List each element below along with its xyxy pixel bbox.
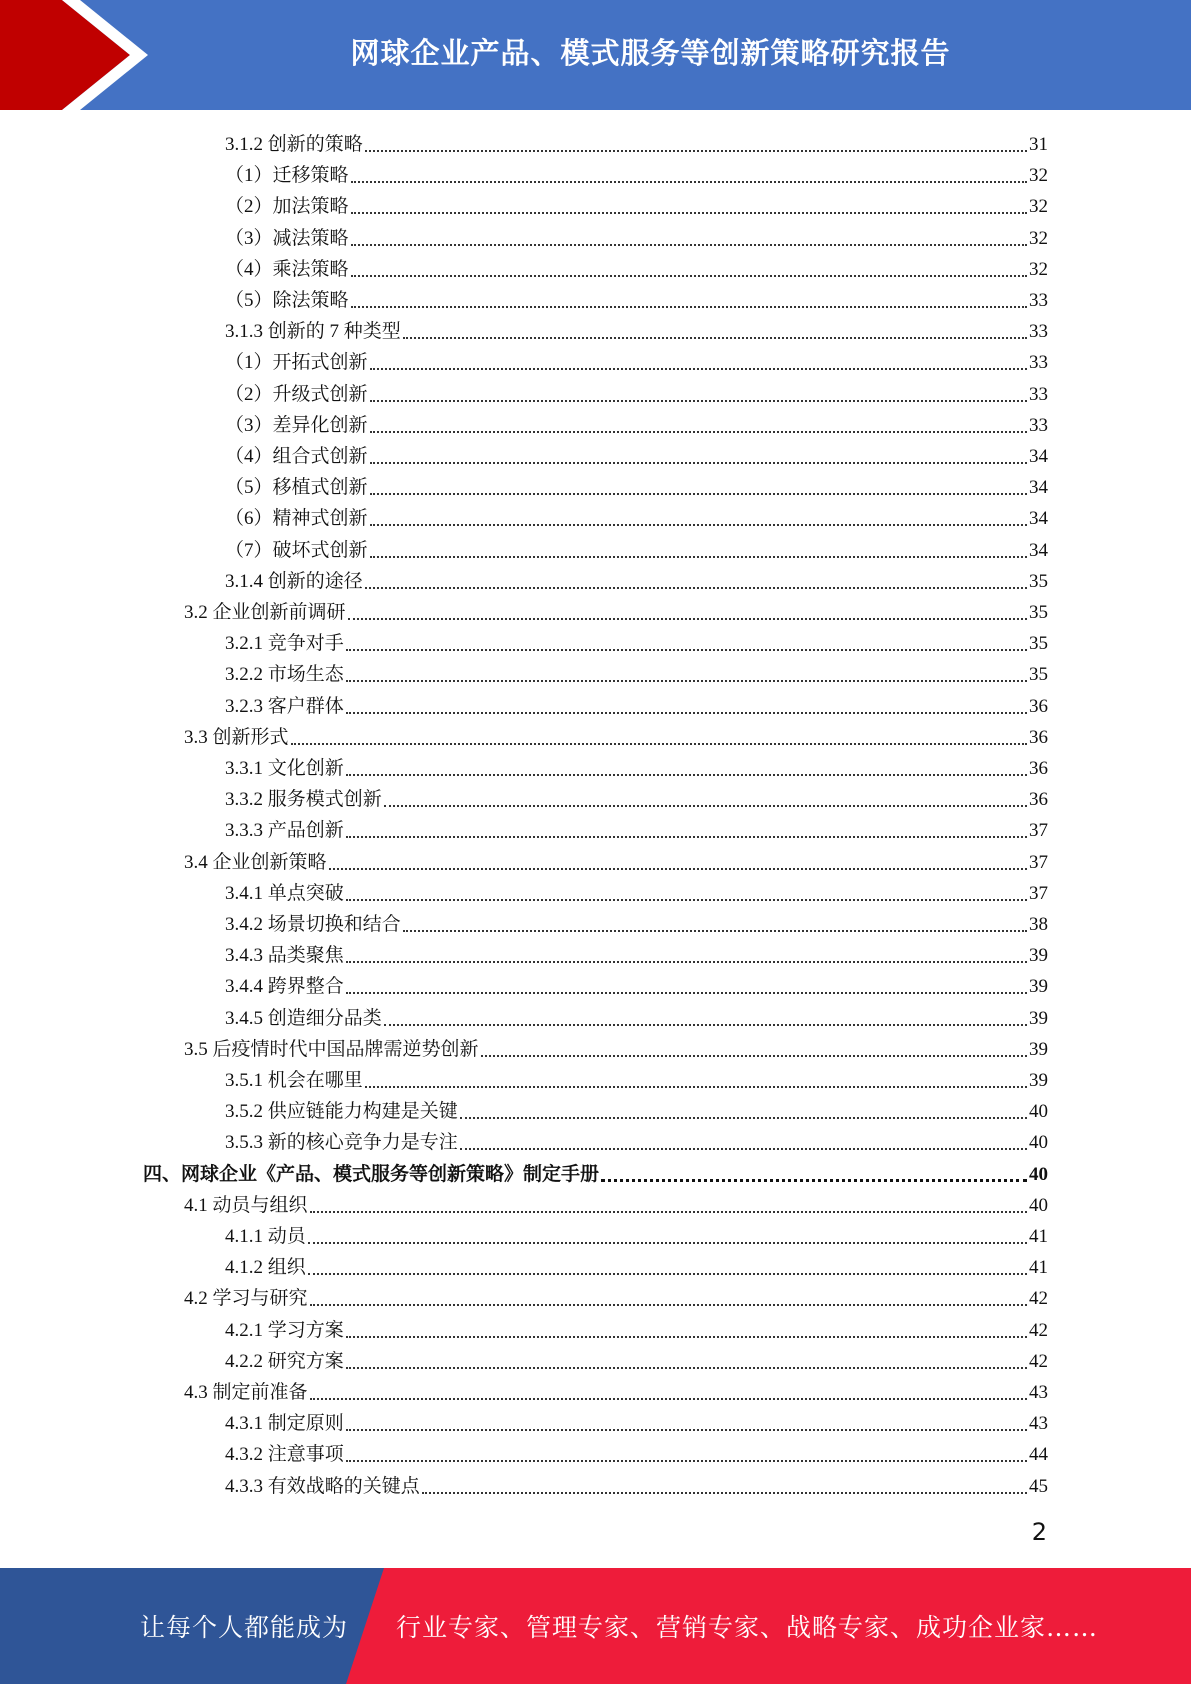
toc-leader-dots (460, 1117, 1027, 1119)
toc-entry[interactable] (225, 1063, 1048, 1094)
toc-entry-page: 36 (1029, 726, 1048, 748)
toc-entry-page: 35 (1029, 664, 1048, 686)
toc-entry-label: 3.3 创新形式 (184, 726, 289, 748)
toc-leader-dots (346, 899, 1027, 901)
toc-leader-dots (601, 1179, 1027, 1182)
toc-leader-dots (370, 368, 1027, 370)
toc-entry-page: 41 (1029, 1257, 1048, 1279)
toc-entry-label: （5）移植式创新 (225, 477, 368, 499)
toc-entry-page: 37 (1029, 882, 1048, 904)
toc-leader-dots (351, 275, 1027, 277)
toc-entry[interactable] (225, 221, 1048, 252)
toc-leader-dots (370, 556, 1027, 558)
toc-leader-dots (351, 306, 1027, 308)
toc-entry-page: 42 (1029, 1319, 1048, 1341)
toc-leader-dots (346, 680, 1027, 682)
toc-entry-label: （6）精神式创新 (225, 508, 368, 530)
toc-entry[interactable] (184, 1032, 1048, 1063)
toc-entry-page: 34 (1029, 508, 1048, 530)
toc-entry-label: 3.5.3 新的核心竞争力是专注 (225, 1132, 458, 1154)
toc-leader-dots (346, 1460, 1027, 1462)
toc-entry-page: 42 (1029, 1288, 1048, 1310)
toc-entry[interactable] (143, 1157, 1048, 1188)
toc-entry-label: （5）除法策略 (225, 290, 349, 311)
toc-leader-dots (370, 493, 1027, 495)
toc-entry[interactable] (184, 845, 1048, 876)
toc-leader-dots (308, 1273, 1027, 1275)
toc-entry-label: 4.3.3 有效战略的关键点 (225, 1475, 420, 1497)
toc-entry[interactable] (225, 1001, 1048, 1032)
toc-entry-label: 四、网球企业《产品、模式服务等创新策略》制定手册 (143, 1163, 600, 1185)
toc-leader-dots (384, 805, 1027, 807)
toc-leader-dots (329, 868, 1027, 870)
toc-entry-page: 34 (1029, 446, 1048, 467)
toc-entry-page: 43 (1029, 1382, 1048, 1403)
toc-entry[interactable] (225, 158, 1048, 189)
toc-entry-page: 35 (1029, 633, 1048, 655)
toc-entry-page: 36 (1029, 789, 1048, 811)
toc-entry[interactable] (225, 689, 1048, 720)
toc-entry-label: 3.1.3 创新的 7 种类型 (225, 321, 401, 343)
toc-entry-page: 43 (1029, 1413, 1048, 1435)
toc-leader-dots (460, 1148, 1027, 1150)
toc-entry-label: 3.2.2 市场生态 (225, 664, 344, 686)
toc-entry-label: 3.4.2 场景切换和结合 (225, 914, 401, 935)
toc-leader-dots (481, 1055, 1027, 1057)
toc-entry[interactable] (225, 439, 1048, 470)
toc-entry-page: 32 (1029, 165, 1048, 187)
toc-entry-page: 39 (1029, 976, 1048, 998)
toc-leader-dots (351, 244, 1027, 246)
toc-entry-label: 3.4.4 跨界整合 (225, 976, 344, 998)
toc-entry-page: 40 (1029, 1163, 1048, 1185)
toc-entry-label: 3.2.1 竞争对手 (225, 633, 344, 655)
report-footer (0, 1568, 1191, 1684)
toc-leader-dots (384, 1024, 1027, 1026)
toc-entry[interactable] (225, 377, 1048, 408)
toc-entry-label: （4）组合式创新 (225, 446, 368, 467)
toc-entry[interactable] (225, 876, 1048, 907)
toc-entry[interactable] (225, 408, 1048, 439)
footer-slogan-right: 行业专家、管理专家、营销专家、战略专家、成功企业家…… (396, 1613, 1099, 1642)
toc-entry-page: 32 (1029, 196, 1048, 218)
toc-entry-page: 33 (1029, 414, 1048, 436)
toc-leader-dots (310, 1304, 1027, 1306)
toc-entry-page: 45 (1029, 1475, 1048, 1497)
toc-leader-dots (422, 1492, 1027, 1494)
toc-entry[interactable] (225, 1219, 1048, 1250)
report-header (0, 0, 1191, 110)
toc-leader-dots (346, 774, 1027, 776)
toc-entry-page: 33 (1029, 352, 1048, 374)
toc-leader-dots (370, 431, 1027, 433)
toc-leader-dots (291, 743, 1027, 745)
toc-entry-page: 39 (1029, 945, 1048, 967)
toc-entry[interactable] (225, 252, 1048, 283)
toc-entry-label: （1）迁移策略 (225, 165, 349, 187)
toc-entry[interactable] (225, 283, 1048, 314)
toc-entry-label: 3.4.1 单点突破 (225, 882, 344, 904)
toc-entry-label: 3.4.5 创造细分品类 (225, 1007, 382, 1029)
toc-entry[interactable] (225, 470, 1048, 501)
toc-leader-dots (346, 712, 1027, 714)
toc-entry-page: 34 (1029, 477, 1048, 499)
toc-leader-dots (308, 1242, 1027, 1244)
toc-leader-dots (370, 400, 1027, 402)
toc-entry[interactable] (225, 969, 1048, 1000)
toc-entry-page: 38 (1029, 914, 1048, 935)
header-arrow-icon (0, 0, 160, 110)
toc-entry[interactable] (225, 127, 1048, 158)
toc-entry[interactable] (225, 657, 1048, 688)
toc-entry[interactable] (225, 1406, 1048, 1437)
toc-entry[interactable] (225, 1437, 1048, 1468)
toc-entry[interactable] (184, 1281, 1048, 1312)
toc-leader-dots (365, 587, 1027, 589)
toc-entry-page: 33 (1029, 321, 1048, 343)
page-number: 2 (1031, 1518, 1047, 1546)
toc-entry-page: 34 (1029, 539, 1048, 561)
toc-entry-page: 41 (1029, 1226, 1048, 1247)
toc-leader-dots (346, 1336, 1027, 1338)
toc-entry[interactable] (225, 1344, 1048, 1375)
toc-leader-dots (403, 930, 1027, 932)
toc-entry-label: （4）乘法策略 (225, 258, 349, 280)
toc-entry-label: 3.3.1 文化创新 (225, 758, 344, 779)
toc-entry-page: 37 (1029, 851, 1048, 873)
toc-entry-label: 4.1 动员与组织 (184, 1194, 308, 1216)
toc-entry-page: 35 (1029, 570, 1048, 592)
toc-leader-dots (310, 1211, 1027, 1213)
toc-entry-label: 3.4 企业创新策略 (184, 851, 327, 873)
toc-leader-dots (351, 212, 1027, 214)
toc-entry-page: 40 (1029, 1101, 1048, 1123)
toc-entry-page: 39 (1029, 1038, 1048, 1060)
toc-leader-dots (346, 992, 1027, 994)
toc-entry[interactable] (225, 907, 1048, 938)
toc-entry-label: 3.5.2 供应链能力构建是关键 (225, 1101, 458, 1123)
toc-entry-label: 4.3 制定前准备 (184, 1382, 308, 1403)
toc-entry-page: 32 (1029, 227, 1048, 249)
toc-entry-label: （7）破坏式创新 (225, 539, 368, 561)
toc-entry-page: 40 (1029, 1132, 1048, 1154)
toc-entry-page: 36 (1029, 695, 1048, 717)
toc-entry[interactable] (225, 1250, 1048, 1281)
toc-entry-label: 3.5 后疫情时代中国品牌需逆势创新 (184, 1038, 479, 1060)
toc-entry-label: 3.4.3 品类聚焦 (225, 945, 344, 967)
toc-entry[interactable] (225, 564, 1048, 595)
toc-entry-label: 4.3.1 制定原则 (225, 1413, 344, 1435)
toc-entry[interactable] (184, 1188, 1048, 1219)
toc-leader-dots (346, 1367, 1027, 1369)
toc-entry-label: 4.3.2 注意事项 (225, 1444, 344, 1466)
toc-entry[interactable] (225, 1094, 1048, 1125)
toc-entry[interactable] (225, 626, 1048, 657)
toc-entry[interactable] (225, 314, 1048, 345)
toc-entry[interactable] (225, 782, 1048, 813)
toc-entry[interactable] (225, 501, 1048, 532)
toc-entry-page: 37 (1029, 820, 1048, 842)
toc-entry-label: 3.5.1 机会在哪里 (225, 1070, 363, 1091)
toc-entry[interactable] (225, 938, 1048, 969)
toc-entry-label: （3）减法策略 (225, 227, 349, 249)
toc-leader-dots (346, 836, 1027, 838)
toc-entry[interactable] (225, 813, 1048, 844)
toc-entry-label: （2）升级式创新 (225, 383, 368, 405)
toc-leader-dots (365, 1086, 1027, 1088)
toc-entry-label: 3.3.2 服务模式创新 (225, 789, 382, 811)
toc-entry-label: （1）开拓式创新 (225, 352, 368, 374)
toc-entry-label: 3.2.3 客户群体 (225, 695, 344, 717)
toc-entry-label: 3.1.2 创新的策略 (225, 134, 363, 155)
toc-entry-label: 4.2 学习与研究 (184, 1288, 308, 1310)
toc-leader-dots (370, 524, 1027, 526)
toc-entry[interactable] (184, 720, 1048, 751)
toc-entry-page: 35 (1029, 602, 1048, 623)
toc-leader-dots (310, 1398, 1027, 1400)
toc-leader-dots (346, 649, 1027, 651)
toc-entry-label: 4.1.1 动员 (225, 1226, 306, 1247)
toc-entry[interactable] (184, 1375, 1048, 1406)
toc-entry-page: 42 (1029, 1350, 1048, 1372)
toc-entry[interactable] (225, 345, 1048, 376)
toc-entry-label: 4.2.1 学习方案 (225, 1319, 344, 1341)
toc-entry-page: 33 (1029, 290, 1048, 311)
toc-entry-page: 31 (1029, 134, 1048, 155)
toc-entry[interactable] (225, 533, 1048, 564)
toc-entry-label: 3.3.3 产品创新 (225, 820, 344, 842)
toc-entry[interactable] (225, 1125, 1048, 1156)
toc-entry[interactable] (184, 595, 1048, 626)
toc-entry-label: 4.1.2 组织 (225, 1257, 306, 1279)
toc-entry[interactable] (225, 751, 1048, 782)
toc-entry-label: 4.2.2 研究方案 (225, 1350, 344, 1372)
toc-entry-page: 36 (1029, 758, 1048, 779)
report-title: 网球企业产品、模式服务等创新策略研究报告 (350, 35, 951, 70)
toc-entry-label: （3）差异化创新 (225, 414, 368, 436)
toc-entry-label: （2）加法策略 (225, 196, 349, 218)
toc-entry[interactable] (225, 1469, 1048, 1500)
toc-entry-page: 39 (1029, 1070, 1048, 1091)
toc-entry[interactable] (225, 189, 1048, 220)
toc-entry-label: 3.1.4 创新的途径 (225, 570, 363, 592)
toc-leader-dots (346, 1429, 1027, 1431)
toc-leader-dots (348, 618, 1027, 620)
toc-entry[interactable] (225, 1313, 1048, 1344)
toc-leader-dots (346, 961, 1027, 963)
toc-leader-dots (365, 150, 1027, 152)
toc-entry-page: 44 (1029, 1444, 1048, 1466)
toc-entry-page: 40 (1029, 1194, 1048, 1216)
toc-leader-dots (403, 337, 1027, 339)
toc-entry-page: 32 (1029, 258, 1048, 280)
toc-entry-label: 3.2 企业创新前调研 (184, 602, 346, 623)
toc-leader-dots (351, 181, 1027, 183)
toc-leader-dots (370, 462, 1027, 464)
footer-slogan-left: 让每个人都能成为 (140, 1613, 349, 1642)
toc-entry-page: 33 (1029, 383, 1048, 405)
toc-entry-page: 39 (1029, 1007, 1048, 1029)
